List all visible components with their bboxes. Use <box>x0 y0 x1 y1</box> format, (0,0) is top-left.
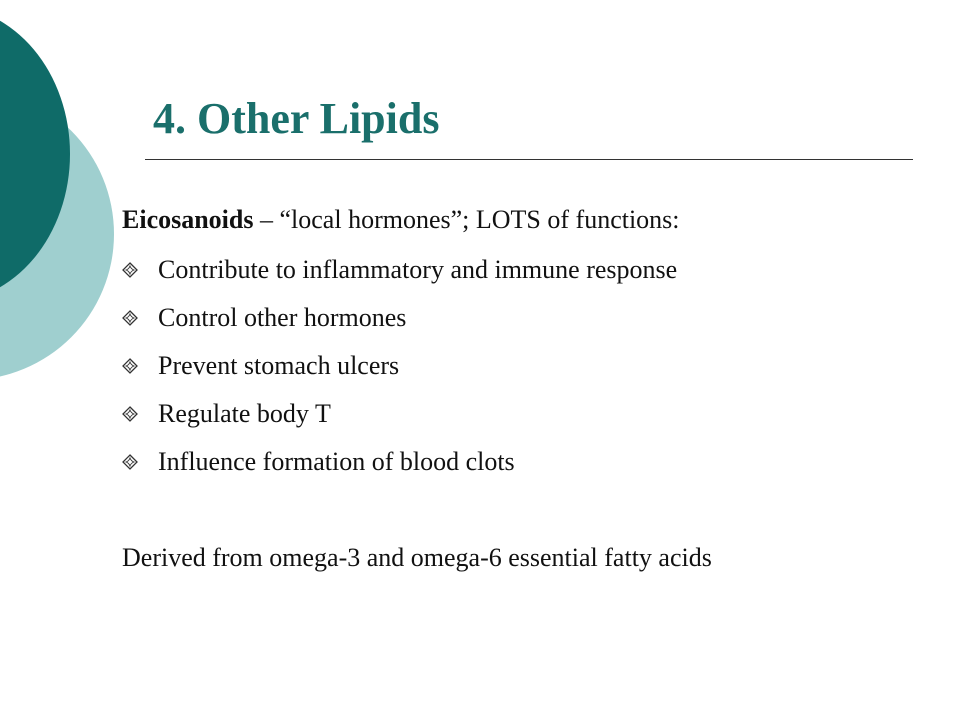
hollow-diamond-icon <box>122 358 138 374</box>
slide-title: 4. Other Lipids <box>153 94 440 143</box>
bullet-item <box>122 342 922 390</box>
hollow-diamond-icon <box>122 406 138 422</box>
footer-text: Derived from omega-3 and omega-6 essential fatty acids <box>122 543 712 572</box>
hollow-diamond-icon <box>122 454 138 470</box>
hollow-diamond-icon <box>122 262 138 278</box>
bullet-text: Contribute to inflammatory and immune response <box>158 255 678 284</box>
bullet-item <box>122 246 922 294</box>
bullet-text: Control other hormones <box>158 303 407 332</box>
slide-body <box>122 198 922 580</box>
hollow-diamond-icon <box>122 310 138 326</box>
title-divider <box>145 159 913 160</box>
intro-line <box>122 198 922 242</box>
bullet-text: Influence formation of blood clots <box>158 447 515 476</box>
intro-term: Eicosanoids <box>122 205 254 234</box>
bullet-item <box>122 438 922 486</box>
intro-text: – “local hormones”; LOTS of functions: <box>253 205 680 234</box>
bullet-item <box>122 294 922 342</box>
bullet-item <box>122 390 922 438</box>
bullet-text: Regulate body T <box>158 399 331 428</box>
bullet-list <box>122 246 922 486</box>
bullet-text: Prevent stomach ulcers <box>158 351 400 380</box>
